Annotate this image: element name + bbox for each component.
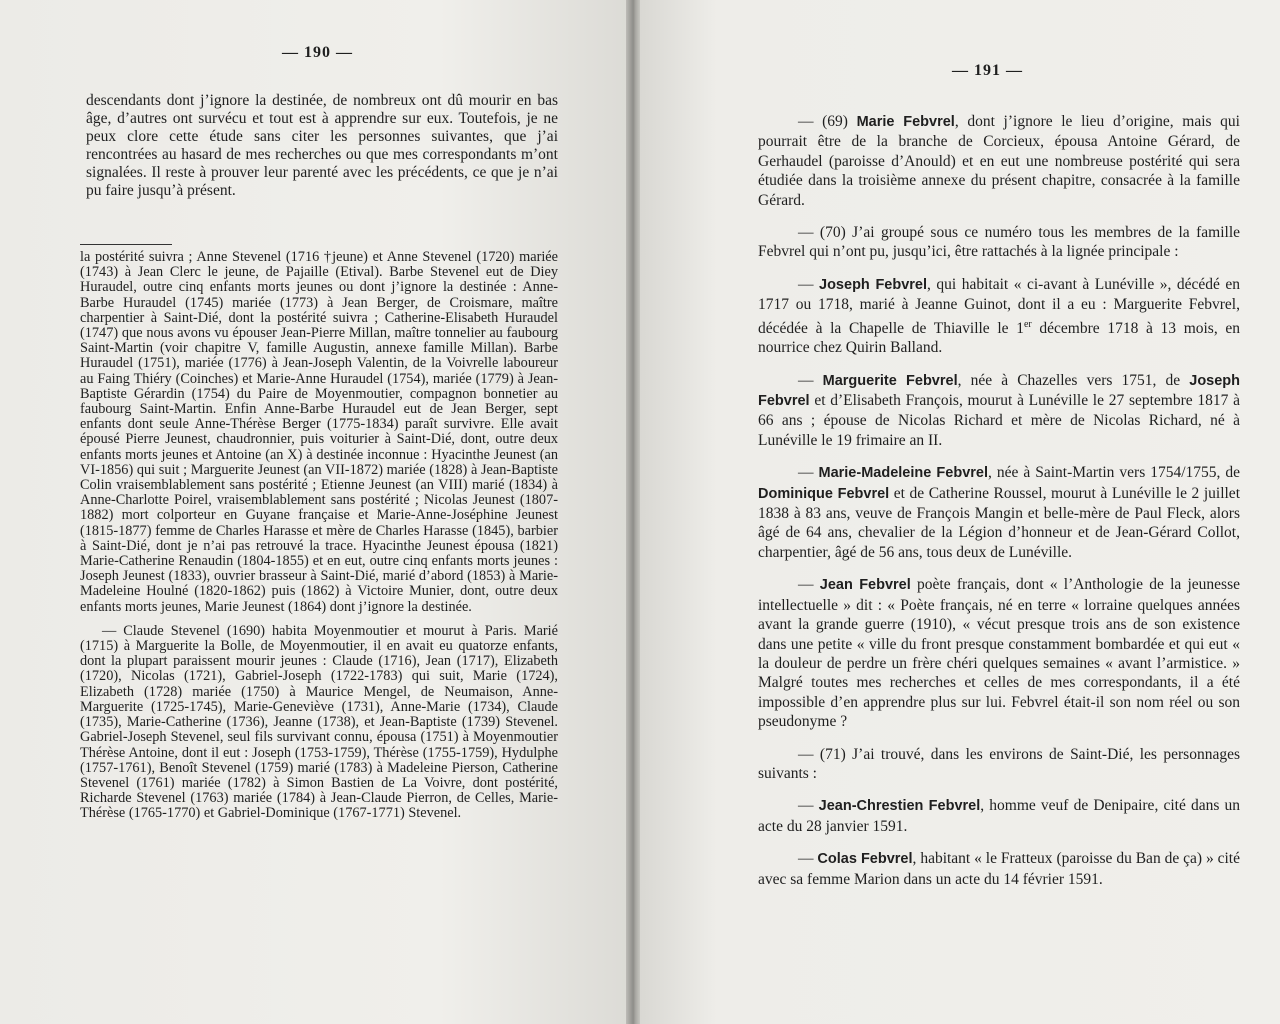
person-name: Colas Febvrel [817,851,913,868]
footnote: — Claude Stevenel (1690) habita Moyenmoutier et mourut à Paris. Marié (1715) à Marguerite la Bolle, de Moyenmoutier, il en avait eu quatorze enfants, dont la plupart paraissent mourir jeunes : Claude (1716), Jean (1717), Elizabeth (1720), Nicolas (1721), Gabriel-Joseph (1722-1783) qui suit, Marie (1724), Elizabeth (1728) mariée (1750) à Maurice Mengel, de Neumaison, Anne-Marguerite (1725-1745), Marie-Geneviève (1731), Anne-Marie (1734), Claude (1735), Marie-Catherine (1736), Jeanne (1738), et Jean-Baptiste (1739) Stevenel. Gabriel-Joseph Stevenel, seul fils survivant connu, épousa (1751) à Moyenmoutier Thérèse Antoine, dont il eut : Joseph (1753-1759), Thérèse (1755-1759), Hydulphe (1757-1761), Benoît Stevenel (1759) marié (1783) à Madeleine Pierson, Catherine Stevenel (1761) mariée (1782) à Simon Bastien de La Voivre, dont postérité, Richarde Stevenel (1763) mariée (1784) à Jean-Claude Pierron, de Celles, Marie-Thérèse (1765-1770) et Gabriel-Dominique (1767-1771) Stevenel. [80,622,558,822]
page-number: — 191 — [952,62,1023,79]
person-name: Jean Febvrel [819,577,911,594]
footnote-divider [80,244,172,245]
paragraph: descendants dont j’ignore la destinée, de nombreux ont dû mourir en bas âge, d’autres ont survécu et tout est à apprendre sur eux. Toutefois, je ne peux clore cette étude sans citer les personnes suivantes, que j’ai rencontrées au hasard de mes recherches ou que mes correspondants m’ont signalées. Il reste à prouver leur parenté avec les précédents, ce que je n’ai pu faire jusqu’à présent. [86,92,558,199]
entry-jean: — Jean Febvrel poète français, dont « l’Anthologie de la jeunesse intellectuelle » dit : « Poète français, né en terre « lorraine quelques années avant la grande guerre (1910), « vécut presque trois ans de son existence dans une petite « ville du front presque constamment bombardée et qui eut « la douleur de perdre un frère chéri quelques semaines « avant l’armistice. » Malgré toutes mes recherches et celles de mes correspondants, il a été impossible d’en apprendre plus sur lui. Febvrel était-il son nom réel ou son pseudonyme ? [758,576,1241,731]
person-name: Dominique Febvrel [758,485,890,502]
person-name: Jean-Chrestien Febvrel [818,798,981,815]
entry-marie-madeleine: — Marie-Madeleine Febvrel, née à Saint-Martin vers 1754/1755, de Dominique Febvrel et de Catherine Roussel, mourut à Lunéville le 2 juillet 1838 à 83 ans, veuve de François Mangin et belle-mère de Paul Fleck, alors âgé de 64 ans, chevalier de la Légion d’honneur et de Jean-Gérard Collot, charpentier, âgé de 56 ans, tous deux de Lunéville. [758,464,1241,561]
right-page [640,0,1280,1024]
entry-70: — (70) J’ai groupé sous ce numéro tous les membres de la famille Febvrel qui n’ont pu, jusqu’ici, être rattachés à la lignée principale : [758,224,1240,261]
entry-jean-chrestien: — Jean-Chrestien Febvrel, homme veuf de Denipaire, cité dans un acte du 28 janvier 1591. [758,797,1240,835]
body-paragraph [86,92,558,200]
body-text [758,112,1240,902]
footnote: la postérité suivra ; Anne Stevenel (1716 †jeune) et Anne Stevenel (1720) mariée (1743) à Jean Clerc le jeune, de Pajaille (Etival). Barbe Stevenel eut de Diey Huraudel, outre cinq enfants morts jeunes ou dont j’ignore la destinée : Anne-Barbe Huraudel (1745) mariée (1773) à Jean Berger, de Croismare, maître charpentier à Saint-Dié, dont la postérité suivra ; Catherine-Elisabeth Huraudel (1747) que nous avons vu épouser Jean-Pierre Millan, maître tonnelier au faubourg Saint-Martin (voir chapitre V, famille Augustin, annexe famille Millan). Barbe Huraudel (1751), mariée (1776) à Jean-Joseph Valentin, de la Voivrelle laboureur au Faing Thiéry (Coinches) et Marie-Anne Huraudel (1754), mariée (1779) à Jean-Baptiste Gérardin (1754) du Paire de Moyenmoutier, compagnon bonnetier au faubourg Saint-Martin. Enfin Anne-Barbe Huraudel eut de Jean Berger, sept enfants dont seule Anne-Thérèse Berger (1775-1834) paraît survivre. Elle avait épousé Pierre Jeunest, chaudronnier, puis voiturier à Saint-Dié, dont, outre deux enfants morts jeunes et Antoine (an X) à destinée inconnue : Hyacinthe Jeunest (an VI-1856) qui suit ; Marguerite Jeunest (an VII-1872) mariée (1828) à Jean-Baptiste Colin vraisemblablement sans postérité ; Etienne Jeunest (an VIII) marié (1834) à Anne-Charlotte Poirel, vraisemblablement sans postérité ; Nicolas Jeunest (1807-1882) mort colporteur en Guyane française et Marie-Anne-Joséphine Jeunest (1815-1877) femme de Charles Harasse et mère de Charles Harasse (1845), barbier à Saint-Dié, dont je n’ai pas retrouvé la trace. Hyacinthe Jeunest épousa (1821) Marie-Catherine Renaudin (1804-1855) et en eut, outre cinq enfants morts jeunes : Joseph Jeunest (1833), ouvrier brasseur à Saint-Dié, marié d’abord (1853) à Marie-Madeleine Houlné (1820-1862) puis (1862) à Victoire Munier, dont, outre deux enfants morts jeunes, Marie Jeunest (1864) dont j’ignore la destinée. [80,249,558,615]
left-page [0,0,628,1024]
footnotes [80,250,558,822]
entry-marguerite: — Marguerite Febvrel, née à Chazelles vers 1751, de Joseph Febvrel et d’Elisabeth François, mourut à Lunéville le 27 septembre 1817 à 66 ans ; épouse de Nicolas Richard et mère de Nicolas Richard, né à Lunéville le 19 frimaire an II. [758,371,1241,449]
entry-71: — (71) J’ai trouvé, dans les environs de Saint-Dié, les personnages suivants : [758,745,1240,782]
person-name: Marguerite Febvrel [822,372,958,389]
person-name: Joseph Febvrel [819,276,928,293]
page-number: — 190 — [282,44,353,61]
person-name: Marie Febvrel [856,114,955,130]
entry-joseph: — Joseph Febvrel, qui habitait « ci-avant à Lunéville », décédé en 1717 ou 1718, marié à Jeanne Guinot, dont il a eu : Marguerite Febvrel, décédée à la Chapelle de Thiaville le 1er décembre 1718 à 13 mois, en nourrice chez Quirin Balland. [758,275,1241,357]
person-name: Joseph Febvrel [758,372,1241,410]
entry-colas: — Colas Febvrel, habitant « le Fratteux (paroisse du Ban de ça) » cité avec sa femme Marion dans un acte du 14 février 1591. [758,850,1240,888]
entry-69: — (69) Marie Febvrel, dont j’ignore le lieu d’origine, mais qui pourrait être de la branche de Corcieux, épousa Antoine Gérard, de Gerhaudel (paroisse d’Anould) et en eut une nombreuse postérité qui sera étudiée dans la troisième annexe du présent chapitre, consacrée à la famille Gérard. [758,113,1240,209]
person-name: Marie-Madeleine Febvrel [818,465,989,482]
